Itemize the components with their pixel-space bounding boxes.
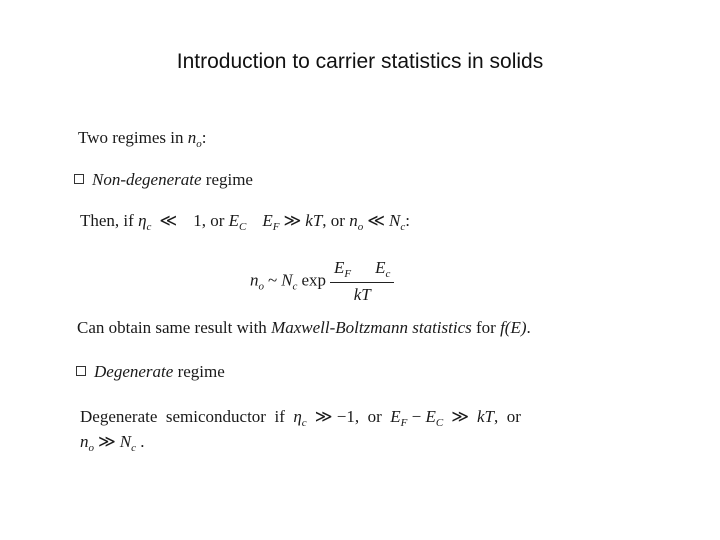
num-ec-sub: c (385, 268, 391, 280)
two-regimes-suffix: : (201, 128, 207, 147)
one-or: 1, or (193, 211, 229, 230)
checkbox-bullet-icon (76, 366, 86, 376)
deg-gg1: ≫ (314, 407, 333, 426)
degenerate-lead: Degenerate semiconductor if (80, 407, 294, 426)
then-end: : (405, 211, 410, 230)
var-n-sub: o (196, 138, 202, 150)
much-greater: ≫ (283, 211, 302, 230)
eta: η (138, 211, 147, 230)
degenerate-rest: regime (173, 362, 225, 381)
deg-ef-sub: F (400, 417, 408, 429)
deg-ef: E (390, 407, 401, 426)
num-ef: E (333, 258, 345, 277)
degenerate-heading (76, 362, 225, 382)
ef: E (262, 211, 273, 230)
formula-nc: N (281, 270, 293, 290)
much-less-1: ≪ (159, 211, 178, 230)
fraction-numerator (330, 258, 394, 283)
then-lead: Then, if (80, 211, 139, 230)
then-line (80, 211, 410, 233)
deg2-n: n (80, 432, 89, 451)
degenerate-line (80, 407, 521, 429)
two-regimes-text: Two regimes in (78, 128, 188, 147)
formula-exp: exp (301, 270, 326, 290)
deg2-nc: N (119, 432, 132, 451)
formula-fraction (330, 258, 394, 305)
mb-italic: Maxwell-Boltzmann statistics (271, 318, 472, 337)
deg-or: , or (493, 407, 521, 426)
formula-nc-sub: c (292, 280, 298, 293)
nondegenerate-italic: Non-degenerate (92, 170, 202, 189)
deg2-n-sub: o (88, 442, 94, 454)
slide-title: Introduction to carrier statistics in solids (176, 50, 544, 73)
ec: E (228, 211, 240, 230)
nc-sub: c (400, 221, 406, 233)
much-less-2: ≪ (367, 211, 385, 230)
mb-fe: f(E) (500, 318, 527, 337)
formula (250, 258, 394, 305)
eta-sub: c (146, 221, 152, 233)
formula-n-sub: o (258, 280, 264, 293)
formula-sim: ~ (268, 270, 278, 290)
mb-line (77, 318, 531, 338)
deg-kt: kT (476, 407, 494, 426)
num-ef-sub: F (344, 268, 352, 280)
nc: N (389, 211, 401, 230)
mb-end: . (526, 318, 531, 337)
deg-ec: E (425, 407, 436, 426)
n: n (349, 211, 358, 230)
mb-lead: Can obtain same result with (77, 318, 272, 337)
kt: kT (305, 211, 323, 230)
num-ec: E (375, 258, 386, 277)
nondegenerate-rest: regime (201, 170, 253, 189)
two-regimes-line (78, 128, 207, 150)
n-sub: o (357, 221, 364, 233)
comma-or: , or (322, 211, 350, 230)
degenerate-italic: Degenerate (94, 362, 174, 381)
deg-eta: η (293, 407, 302, 426)
deg-minus-one: −1, or (332, 407, 391, 426)
ec-sub: C (239, 221, 247, 233)
nondegenerate-heading (74, 170, 253, 190)
degenerate-line-2 (80, 432, 145, 454)
deg-minus: − (407, 407, 426, 426)
ef-sub: F (272, 221, 280, 233)
var-n: n (187, 128, 197, 147)
deg-gg2: ≫ (451, 407, 469, 426)
mb-for: for (471, 318, 501, 337)
deg2-nc-sub: c (131, 442, 137, 454)
checkbox-bullet-icon (74, 174, 84, 184)
deg-eta-sub: c (301, 417, 307, 429)
deg2-gg: ≫ (98, 432, 116, 451)
deg-ec-sub: C (435, 417, 444, 429)
formula-n: n (250, 270, 259, 290)
fraction-denominator: kT (353, 285, 371, 304)
deg2-end: . (136, 432, 145, 451)
